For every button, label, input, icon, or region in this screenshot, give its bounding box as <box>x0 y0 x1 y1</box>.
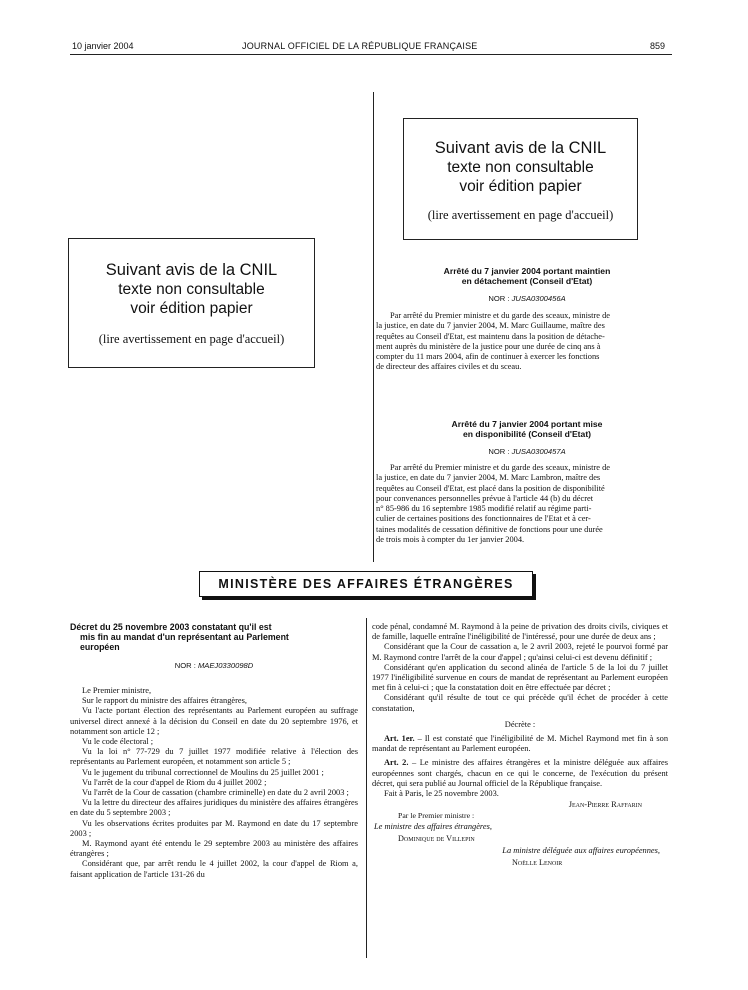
minister-name: Dominique de Villepin <box>398 834 475 844</box>
paragraph: Vu le code électoral ; <box>82 737 154 747</box>
paragraph: Vu la loi n° 77-729 du 7 juillet 1977 modifiée relative à l'élection des représentants au Parlement européen, et notamment son article 5 ; <box>70 747 358 767</box>
cnil-note: (lire avertissement en page d'accueil) <box>427 208 614 222</box>
cnil-line3: voir édition papier <box>130 300 253 317</box>
par-le-premier-ministre: Par le Premier ministre : <box>398 811 475 821</box>
cnil-line3: voir édition papier <box>459 178 582 195</box>
fait-a-paris: Fait à Paris, le 25 novembre 2003. <box>384 789 499 799</box>
decret-left-column <box>70 686 358 880</box>
cnil-notice-left <box>68 238 315 368</box>
arrete2-body: Par arrêté du Premier ministre et du garde des sceaux, ministre de la justice, en date du 7 janvier 2004, M. Marc Lambron, maître des requêtes au Conseil d'Etat, est placé dans la position de disponibilité pour convenances personnelles prévue à l'article 44 (b) du décret n° 85-986 du 16 septembre 1985 modifié relatif au régime parti- culier de certaines positions des fonctionnaires de l'Etat et à cer- taines modalités de cessation définitive de fonctions pour une durée de trois mois à compter du 1er janvier 2004. <box>376 463 610 545</box>
cnil-line1: Suivant avis de la CNIL <box>105 261 278 279</box>
paragraph: Vu les observations écrites produites par M. Raymond en date du 17 septembre 2003 ; <box>70 818 358 838</box>
header-journal-title: JOURNAL OFFICIEL DE LA RÉPUBLIQUE FRANÇAISE <box>242 41 478 51</box>
paragraph: Vu l'arrêt de la Cour de cassation (chambre criminelle) en date du 2 avril 2003 ; <box>82 788 349 798</box>
article-2: Art. 2. – Le ministre des affaires étrangères et la ministre déléguée aux affaires européennes sont chargés, chacun en ce qui le concerne, de l'exécution du présent décret, qui sera publié au Journal officiel de la République française. <box>372 758 669 788</box>
cnil-line1: Suivant avis de la CNIL <box>434 139 607 157</box>
minister-title: Le ministre des affaires étrangères, <box>374 822 492 832</box>
header-rule <box>70 54 672 55</box>
paragraph: Vu l'acte portant élection des représentants au Parlement européen au suffrage universel direct annexé à la décision du Conseil en date du 20 septembre 1976, et notamment son article 12 ; <box>70 706 358 736</box>
cnil-line2: texte non consultable <box>447 159 594 176</box>
paragraph: Considérant que la Cour de cassation a, le 2 avril 2003, rejeté le pourvoi formé par M. Raymond contre l'arrêt de la cour d'appel ; qu'ainsi celui-ci est devenu définitif ; <box>372 642 668 662</box>
decret-right-column <box>372 622 668 869</box>
signatory-pm: Jean-Pierre Raffarin <box>568 800 642 810</box>
column-divider-bottom <box>366 618 367 958</box>
cnil-notice-right <box>403 118 638 240</box>
paragraph: Vu l'arrêt de la cour d'appel de Riom du 4 juillet 2002 ; <box>82 777 267 787</box>
paragraph: Considérant qu'en application du second alinéa de l'article 5 de la loi du 7 juillet 1977 l'inéligibilité survenue en cours de mandat de représentant au Parlement européen met fin à celui-ci ; que la constatation doit en être effectuée par décret ; <box>372 662 668 693</box>
header-date: 10 janvier 2004 <box>72 41 134 51</box>
arrete1-title: Arrêté du 7 janvier 2004 portant maintien en détachement (Conseil d'Etat) <box>443 266 611 286</box>
ministry-heading: MINISTÈRE DES AFFAIRES ÉTRANGÈRES <box>199 571 533 597</box>
decret-title: Décret du 25 novembre 2003 constatant qu'il est mis fin au mandat d'un représentant au Parlement européen <box>70 622 289 652</box>
decrete-heading: Décrète : <box>504 719 536 729</box>
paragraph: code pénal, condamné M. Raymond à la peine de privation des droits civils, civiques et de famille, laquelle entraîne l'inéligibilité de l'intéressé, pour une durée de deux ans ; <box>372 622 668 642</box>
paragraph: Considérant que, par arrêt rendu le 4 juillet 2002, la cour d'appel de Riom a, faisant application de l'article 131-26 du <box>70 859 358 879</box>
minister2-name: Noëlle Lenoir <box>512 858 563 868</box>
cnil-line2: texte non consultable <box>118 281 265 298</box>
cnil-note: (lire avertissement en page d'accueil) <box>98 332 285 346</box>
paragraph: Vu le jugement du tribunal correctionnel de Moulins du 25 juillet 2001 ; <box>82 767 324 777</box>
paragraph: Sur le rapport du ministre des affaires étrangères, <box>82 696 247 706</box>
minister2-title: La ministre déléguée aux affaires européennes, <box>502 846 660 856</box>
arrete1-body: Par arrêté du Premier ministre et du garde des sceaux, ministre de la justice, en date du 7 janvier 2004, M. Marc Guillaume, maître des requêtes au Conseil d'Etat, est maintenu dans la position de détache- ment auprès du ministère de la justice pour une durée de cinq ans à compter du 11 mars 2004, afin de continuer à exercer les fonctions de directeur des affaires civiles et du sceau. <box>376 311 610 372</box>
paragraph: M. Raymond ayant été entendu le 29 septembre 2003 au ministère des affaires étrangères ; <box>70 839 358 859</box>
arrete2-title: Arrêté du 7 janvier 2004 portant mise en disponibilité (Conseil d'Etat) <box>451 419 603 439</box>
paragraph: Le Premier ministre, <box>82 686 152 695</box>
header-page-number: 859 <box>650 41 666 51</box>
paragraph: Vu la lettre du directeur des affaires juridiques du ministère des affaires étrangères en date du 5 septembre 2003 ; <box>70 798 358 818</box>
decret-nor: NOR : MAEJ0330098D <box>174 661 254 670</box>
paragraph: Considérant qu'il résulte de tout ce qui précède qu'il échet de procéder à cette constatation, <box>372 693 668 713</box>
arrete2-nor: NOR : JUSA0300457A <box>488 447 566 456</box>
column-divider-top <box>373 92 374 562</box>
arrete1-nor: NOR : JUSA0300456A <box>488 294 566 303</box>
article-1: Art. 1er. – Il est constaté que l'inéligibilité de M. Michel Raymond met fin à son mandat de représentant au Parlement européen. <box>372 734 669 754</box>
